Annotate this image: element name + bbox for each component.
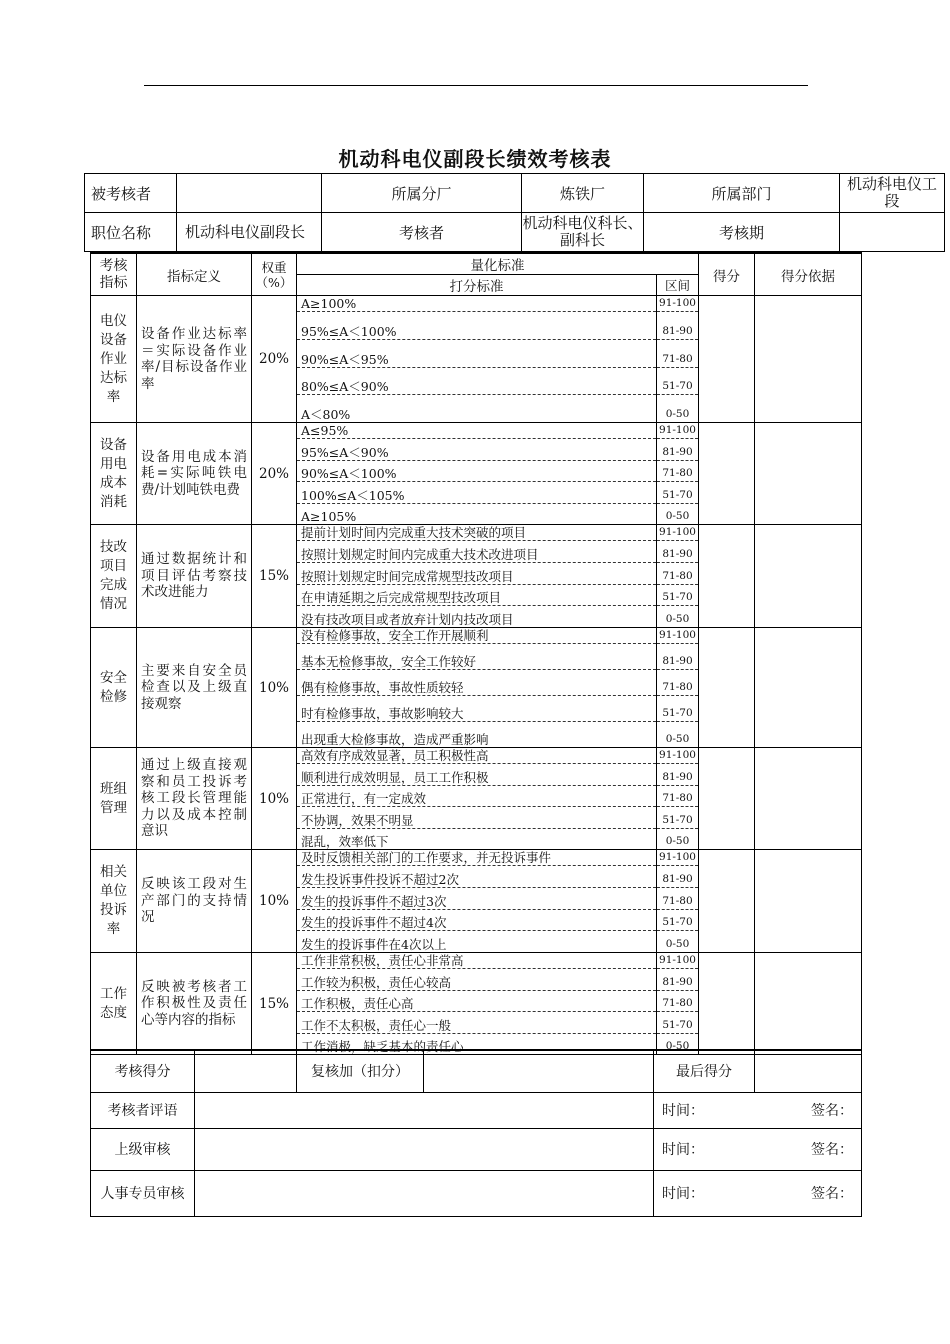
basis-cell[interactable]: [755, 850, 862, 953]
basis-cell[interactable]: [755, 296, 862, 423]
period-label: 考核期: [644, 213, 840, 252]
range-value: 81-90: [657, 770, 698, 786]
position-label: 职位名称: [85, 213, 177, 252]
range-value: 91-100: [657, 850, 698, 866]
standard-line: 95%≤A＜100%: [297, 324, 656, 340]
review-field[interactable]: [424, 1050, 654, 1092]
indicator-name: 工作态度: [91, 953, 137, 1055]
review-label: 复核加（扣分）: [297, 1050, 424, 1092]
standard-line: 基本无检修事故，安全工作较好: [297, 654, 656, 670]
position-value: 机动科电仪副段长: [177, 213, 322, 252]
standard-line: A≥105%: [301, 509, 357, 524]
comment-field[interactable]: [195, 1092, 654, 1128]
comment-label: 考核者评语: [91, 1092, 195, 1128]
kpi-row: [91, 953, 862, 1055]
score-label: 考核得分: [91, 1050, 195, 1092]
standard-line: 没有技改项目或者放弃计划内技改项目: [301, 612, 514, 627]
standard-line: A≤95%: [297, 423, 656, 439]
examiner-label: 考核者: [322, 213, 522, 252]
col-indicator: 考核指标: [91, 253, 137, 296]
range-value: 0-50: [665, 835, 690, 847]
weight-value: 15%: [252, 953, 297, 1055]
range-value: 71-80: [657, 466, 698, 482]
standard-line: 发生的投诉事件在4次以上: [301, 937, 447, 952]
scoring-standards: [297, 525, 657, 628]
standard-line: 不协调，效果不明显: [297, 813, 656, 829]
basis-cell[interactable]: [755, 525, 862, 628]
standard-line: 顺利进行成效明显，员工工作积极: [297, 770, 656, 786]
scoring-standards: [297, 748, 657, 850]
range-value: 81-90: [657, 324, 698, 340]
info-table: [84, 173, 945, 252]
standard-line: A＜80%: [301, 407, 351, 422]
score-ranges: [657, 296, 699, 423]
indicator-definition: 反映被考核者工作积极性及责任心等内容的指标: [137, 953, 252, 1055]
range-value: 51-70: [657, 813, 698, 829]
col-quant: 量化标准: [297, 253, 699, 275]
dept-value: 机动科电仪工段: [840, 174, 945, 213]
score-cell[interactable]: [699, 850, 755, 953]
scoring-standards: [297, 296, 657, 423]
weight-value: 20%: [252, 423, 297, 525]
sign-label: 签名：: [811, 1103, 853, 1119]
kpi-row: [91, 423, 862, 525]
comment-sign: [654, 1092, 862, 1128]
range-value: 91-100: [657, 525, 698, 541]
range-value: 51-70: [657, 590, 698, 606]
basis-cell[interactable]: [755, 423, 862, 525]
indicator-name: 相关单位投诉率: [91, 850, 137, 953]
basis-cell[interactable]: [755, 953, 862, 1055]
sign-label: 签名：: [811, 1186, 853, 1202]
col-scoring: 打分标准: [297, 275, 657, 296]
dept-label: 所属部门: [644, 174, 840, 213]
standard-line: 在申请延期之后完成常规型技改项目: [297, 590, 656, 606]
score-cell[interactable]: [699, 953, 755, 1055]
standard-line: 出现重大检修事故，造成严重影响: [301, 732, 489, 747]
score-ranges: [657, 525, 699, 628]
standard-line: 工作消极，缺乏基本的责任心: [301, 1039, 464, 1054]
range-value: 0-50: [665, 938, 690, 950]
range-value: 81-90: [657, 654, 698, 670]
range-value: 0-50: [665, 1040, 690, 1052]
indicator-definition: 设备用电成本消耗=实际吨铁电费/计划吨铁电费: [137, 423, 252, 525]
period-field[interactable]: [840, 213, 945, 252]
indicator-name: 班组管理: [91, 748, 137, 850]
col-score: 得分: [699, 253, 755, 296]
standard-line: 正常进行，有一定成效: [297, 791, 656, 807]
standard-line: 提前计划时间内完成重大技术突破的项目: [297, 525, 656, 541]
standard-line: 100%≤A＜105%: [297, 488, 656, 504]
range-value: 0-50: [665, 408, 690, 420]
superior-label: 上级审核: [91, 1128, 195, 1170]
range-value: 71-80: [657, 894, 698, 910]
kpi-row: [91, 748, 862, 850]
scoring-standards: [297, 423, 657, 525]
standard-line: 工作非常积极，责任心非常高: [297, 953, 656, 969]
header-rule: [144, 85, 808, 86]
range-value: 91-100: [657, 423, 698, 439]
standard-line: 时有检修事故，事故影响较大: [297, 706, 656, 722]
score-cell[interactable]: [699, 525, 755, 628]
sign-label: 签名：: [811, 1142, 853, 1158]
weight-value: 15%: [252, 525, 297, 628]
branch-value: 炼铁厂: [522, 174, 644, 213]
standard-line: 发生投诉事件投诉不超过2次: [297, 872, 656, 888]
basis-cell[interactable]: [755, 748, 862, 850]
standard-line: 80%≤A＜90%: [297, 379, 656, 395]
range-value: 71-80: [657, 569, 698, 585]
scoring-standards: [297, 628, 657, 748]
examinee-field[interactable]: [177, 174, 322, 213]
hr-field[interactable]: [195, 1170, 654, 1216]
weight-value: 10%: [252, 748, 297, 850]
score-ranges: [657, 628, 699, 748]
range-value: 91-100: [657, 748, 698, 764]
final-label: 最后得分: [654, 1050, 755, 1092]
kpi-row: [91, 525, 862, 628]
standard-line: 高效有序成效显著，员工积极性高: [297, 748, 656, 764]
indicator-name: 电仪设备作业达标率: [91, 296, 137, 423]
score-cell[interactable]: [699, 423, 755, 525]
weight-value: 10%: [252, 628, 297, 748]
score-cell[interactable]: [699, 628, 755, 748]
kpi-row: [91, 628, 862, 748]
final-field[interactable]: [755, 1050, 862, 1092]
hr-label: 人事专员审核: [91, 1170, 195, 1216]
standard-line: 发生的投诉事件不超过4次: [297, 915, 656, 931]
standard-line: 及时反馈相关部门的工作要求，并无投诉事件: [297, 850, 656, 866]
standard-line: 没有检修事故，安全工作开展顺利: [297, 628, 656, 644]
superior-field[interactable]: [195, 1128, 654, 1170]
standard-line: 工作积极，责任心高: [297, 996, 656, 1012]
score-cell[interactable]: [699, 296, 755, 423]
range-value: 81-90: [657, 975, 698, 991]
col-basis: 得分依据: [755, 253, 862, 296]
branch-label: 所属分厂: [322, 174, 522, 213]
col-weight: 权重（%）: [252, 253, 297, 296]
standard-line: 按照计划规定时间内完成重大技术改进项目: [297, 547, 656, 563]
basis-cell[interactable]: [755, 628, 862, 748]
examinee-label: 被考核者: [85, 174, 177, 213]
range-value: 81-90: [657, 872, 698, 888]
range-value: 51-70: [657, 379, 698, 395]
range-value: 81-90: [657, 445, 698, 461]
standard-line: 95%≤A＜90%: [297, 445, 656, 461]
weight-value: 10%: [252, 850, 297, 953]
range-value: 0-50: [665, 510, 690, 522]
standard-line: 90%≤A＜95%: [297, 352, 656, 368]
standard-line: 偶有检修事故，事故性质较轻: [297, 680, 656, 696]
scoring-standards: [297, 953, 657, 1055]
standard-line: 混乱，效率低下: [301, 834, 389, 849]
range-value: 51-70: [657, 915, 698, 931]
examiner-value: 机动科电仪科长、副科长: [522, 213, 644, 252]
range-value: 91-100: [657, 628, 698, 644]
page-title: 机动科电仪副段长绩效考核表: [338, 147, 612, 171]
range-value: 71-80: [657, 680, 698, 696]
score-ranges: [657, 748, 699, 850]
range-value: 51-70: [657, 488, 698, 504]
range-value: 71-80: [657, 791, 698, 807]
standard-line: 按照计划规定时间完成常规型技改项目: [297, 569, 656, 585]
time-label: 时间：: [662, 1186, 704, 1202]
score-ranges: [657, 423, 699, 525]
scoring-standards: [297, 850, 657, 953]
range-value: 71-80: [657, 996, 698, 1012]
hr-sign: [654, 1170, 862, 1216]
kpi-table: [90, 252, 862, 1055]
range-value: 91-100: [657, 953, 698, 969]
superior-sign: [654, 1128, 862, 1170]
score-ranges: [657, 850, 699, 953]
indicator-name: 技改项目完成情况: [91, 525, 137, 628]
kpi-row: [91, 850, 862, 953]
range-value: 0-50: [665, 733, 690, 745]
score-ranges: [657, 953, 699, 1055]
range-value: 51-70: [657, 706, 698, 722]
time-label: 时间：: [662, 1142, 704, 1158]
range-value: 91-100: [657, 296, 698, 312]
weight-value: 20%: [252, 296, 297, 423]
standard-line: 工作不太积极，责任心一般: [297, 1018, 656, 1034]
indicator-definition: 主要来自安全员检查以及上级直接观察: [137, 628, 252, 748]
standard-line: 90%≤A＜100%: [297, 466, 656, 482]
kpi-row: [91, 296, 862, 423]
indicator-definition: 通过上级直接观察和员工投诉考核工段长管理能力以及成本控制意识: [137, 748, 252, 850]
indicator-name: 设备用电成本消耗: [91, 423, 137, 525]
col-range: 区间: [657, 275, 699, 296]
col-definition: 指标定义: [137, 253, 252, 296]
range-value: 81-90: [657, 547, 698, 563]
indicator-definition: 通过数据统计和项目评估考察技术改进能力: [137, 525, 252, 628]
standard-line: 工作较为积极，责任心较高: [297, 975, 656, 991]
standard-line: 发生的投诉事件不超过3次: [297, 894, 656, 910]
range-value: 71-80: [657, 352, 698, 368]
indicator-definition: 设备作业达标率＝实际设备作业率/目标设备作业率: [137, 296, 252, 423]
score-field[interactable]: [195, 1050, 297, 1092]
indicator-name: 安全检修: [91, 628, 137, 748]
footer-table: [90, 1049, 862, 1217]
score-cell[interactable]: [699, 748, 755, 850]
time-label: 时间：: [662, 1103, 704, 1119]
range-value: 0-50: [665, 613, 690, 625]
range-value: 51-70: [657, 1018, 698, 1034]
standard-line: A≥100%: [297, 296, 656, 312]
indicator-definition: 反映该工段对生产部门的支持情况: [137, 850, 252, 953]
